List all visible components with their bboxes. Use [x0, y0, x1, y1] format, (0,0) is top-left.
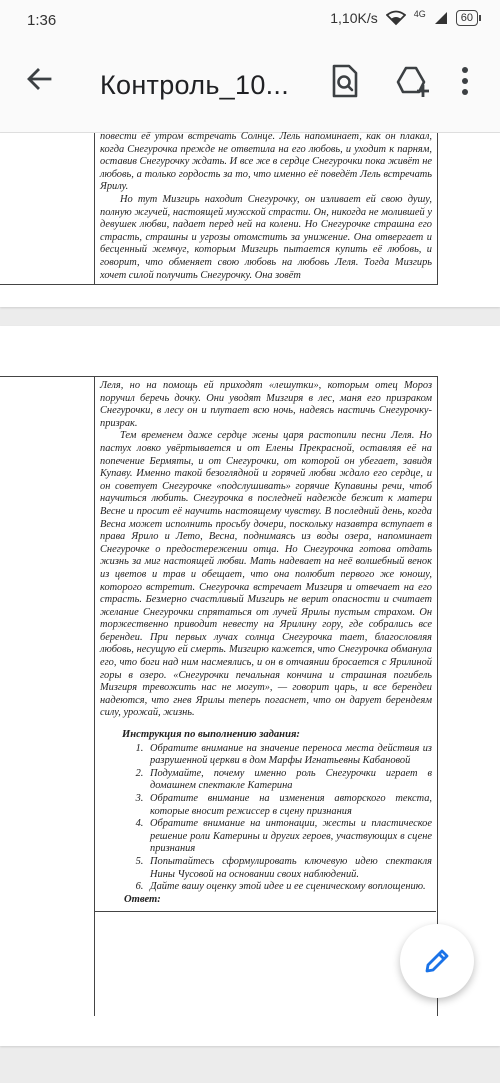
answer-label: Ответ:: [124, 893, 161, 905]
instructions-title: Инструкция по выполнению задания:: [122, 729, 300, 741]
paragraph: повести её утром встречать Солнце. Лель напоминает, как он плакал, когда Снегурочка прежде не ответила на его любовь, и уходит к парням, оставив Снегурочку ждать. И все же в сердце Снегурочки пока живёт не любовь, а только гордость за то, что именно её поведёт Лель встречать Ярилу.: [100, 131, 432, 193]
instruction-item: 5. Попытайтесь сформулировать ключевую идею спектакля Нины Чусовой на основании своих наблюдений.: [146, 856, 432, 881]
paragraph: Тем временем даже сердце жены царя растопили песни Леля. Но пастух ловко увёртывается и от Елены Прекрасной, оставляя её на попечение Бермяты, и от Снегурочки, от которой он убегает, завидя Купаву. Именно такой безоглядной и горячей любви ждало его сердце, и он советует Снегурочке «подслушивать» горячие Купавины речи, чтоб научиться любить. Снегурочка в последней надежде бежит к матери Весне и просит её научить настоящему чувству. В последний день, когда Весна может исполнить просьбу дочери, поскольку назавтра вступает в права Ярило и Лето, Весна, поднимаясь из воды озера, напоминает Снегурочке о предостережении отца. Но Снегурочка готова отдать жизнь за миг настоящей любви. Мать надевает на неё волшебный венок из цветов и трав и обещает, что она полюбит первого же юношу, которого встретит. Снегурочка встречает Мизгиря и отвечает на его страсть. Безмерно счастливый Мизгирь не верит опасности и считает желание Снегурочки спрятаться от лучей Ярилы пустым страхом. Он торжественно приводит невесту на Ярилину гору, где собрались все берендеи. При первых лучах солнца Снегурочка тает, благословляя любовь, несущую ей смерть. Мизгирю кажется, что Снегурочка обманула его, что боги над ним насмеялись, и он в отчаянии бросается с Ярилиной горы в озеро. «Снегурочки печальная кончина и страшная погибель Мизгиря тревожить нас не могут», — говорит царь, и все берендеи надеются, что гнев Ярилы теперь погаснет, что он дарует берендеям силу, урожай, жизнь.: [100, 430, 432, 719]
wifi-icon: [386, 10, 406, 26]
add-to-drive-icon[interactable]: [395, 64, 431, 98]
page-2-text: [100, 380, 432, 906]
document-title: Контроль_10...: [100, 70, 290, 100]
instructions-list: [100, 743, 432, 894]
paragraph: Но тут Мизгирь находит Снегурочку, он изливает ей свою душу, полную жгучей, настоящей мужской страсти. Он, никогда не молившей у девушек любви, падает перед ней на колени. Но Снегурочке страшна его страсть, страшны и угрозы отомстить за унижение. Она отвергает и бесценный жемчуг, которым Мизгирь пытается купить её любовь, и говорит, что обменяет свою любовь на любовь Леля. Тогда Мизгирь хочет силой получить Снегурочку. Она зовёт: [100, 193, 432, 281]
status-bar: [0, 0, 500, 42]
instruction-item: 6. Дайте вашу оценку этой идее и ее сценическому воплощению.: [146, 881, 432, 894]
arrow-back-icon[interactable]: [24, 64, 54, 94]
network-type: 4G: [413, 9, 426, 19]
status-time: 1:36: [27, 12, 57, 29]
instruction-item: 1. Обратите внимание на значение переноса места действия из разрушенной церкви в дом Марфы Игнатьевны Кабановой: [146, 743, 432, 768]
document-page-1[interactable]: [0, 133, 500, 307]
network-speed: 1,10K/s: [330, 10, 378, 26]
more-vert-icon[interactable]: [458, 64, 472, 98]
page-1-text: [100, 131, 432, 282]
search-in-document-icon[interactable]: [330, 64, 360, 98]
battery-indicator: 60: [456, 10, 478, 26]
page-1-bottom-rule: [0, 284, 437, 285]
edit-button[interactable]: [400, 924, 474, 998]
instruction-item: 2. Подумайте, почему именно роль Снегурочки играет в домашнем спектакле Катерина: [146, 768, 432, 793]
paragraph: Леля, но на помощь ей приходят «лешутки», которым отец Мороз поручил беречь дочку. Они уводят Мизгиря в лес, маня его призраком Снегурочки, в лесу он и плутает всю ночь, надеясь настичь Снегурочку-призрак.: [100, 380, 432, 429]
status-right: [330, 10, 478, 26]
instruction-item: 4. Обратите внимание на интонации, жесты и пластическое решение роли Катерины и других героев, участвующих в сцене признания: [146, 818, 432, 856]
edit-pencil-icon: [422, 946, 452, 976]
signal-icon: [434, 11, 448, 25]
app-toolbar: [0, 42, 500, 133]
answer-divider: [94, 911, 436, 912]
instruction-item: 3. Обратите внимание на изменения авторского текста, которые вносит режиссер в сцену признания: [146, 793, 432, 818]
